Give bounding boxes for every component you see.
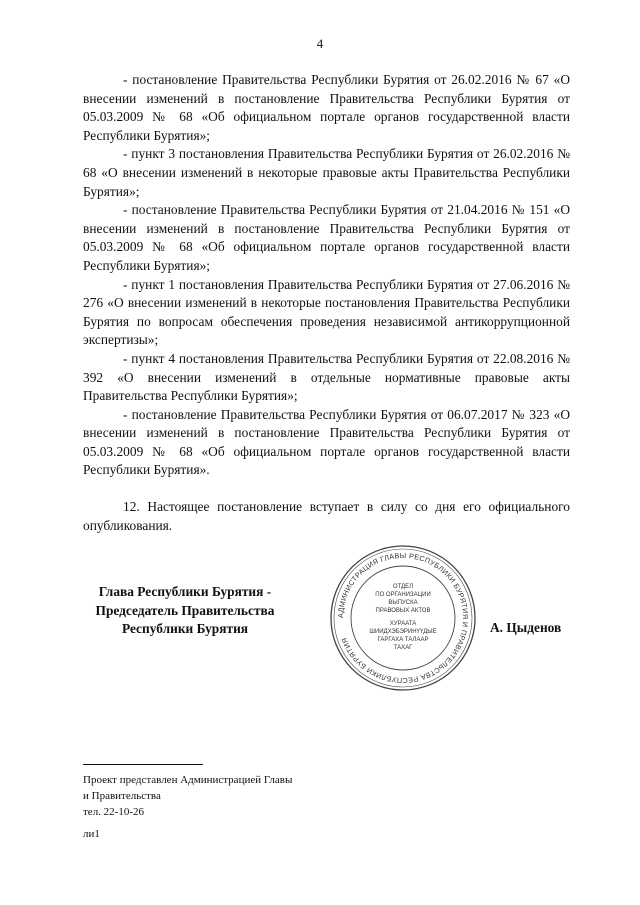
list-item: - постановление Правительства Республики Бурятия от 21.04.2016 № 151 «О внесении изменений в постановление Правительства Республики Бурятия от 05.03.2009 № 68 «Об официальном портале органов государственной власти Республики Бурятия»; — [83, 202, 570, 273]
footer-line: Проект представлен Администрацией Главы — [83, 774, 293, 786]
footer-line: и Правительства — [83, 790, 161, 802]
stamp-outer-text: АДМИНИСТРАЦИЯ ГЛАВЫ РЕСПУБЛИКИ БУРЯТИЯ И ПРАВИТЕЛЬСТВА РЕСПУБЛИКИ БУРЯТИЯ — [335, 550, 471, 686]
stamp-text: ОТДЕЛ — [392, 584, 414, 590]
list-item: - постановление Правительства Республики Бурятия от 26.02.2016 № 67 «О внесении изменений в постановление Правительства Республики Бурятия от 05.03.2009 № 68 «Об официальном портале органов государственной власти Республики Бурятия»; — [83, 72, 570, 143]
svg-text:АДМИНИСТРАЦИЯ ГЛАВЫ РЕСПУБЛИКИ — [336, 551, 470, 685]
list-item: - постановление Правительства Республики Бурятия от 06.07.2017 № 323 «О внесении изменений в постановление Правительства Республики Бурятия от 05.03.2009 № 68 «Об официальном портале органов государственной власти Республики Бурятия». — [83, 406, 570, 478]
footer-notes — [83, 772, 292, 842]
signatory-title — [85, 583, 285, 639]
stamp-text: ВЫПУСКА — [388, 600, 418, 606]
document-body — [83, 71, 570, 535]
signatory-title-line: Председатель Правительства — [95, 602, 275, 618]
signatory-title-line: Республики Бурятия — [121, 621, 249, 637]
signatory-name: А. Цыденов — [490, 620, 562, 635]
stamp-text: ПО ОРГАНИЗАЦИИ — [375, 592, 431, 598]
footer-phone: тел. 22-10-26 — [83, 806, 145, 818]
final-clause: 12. Настоящее постановление вступает в силу со дня его официального опубликования. — [83, 499, 570, 533]
stamp-text: ХУРААТА — [389, 621, 417, 627]
list-item: - пункт 3 постановления Правительства Республики Бурятия от 26.02.2016 № 68 «О внесении изменений в некоторые правовые акты Правительства Республики Бурятия»; — [83, 146, 570, 199]
stamp-text: ПРАВОВЫХ АКТОВ — [375, 608, 431, 614]
page-number: 4 — [316, 36, 324, 51]
footnote-divider — [83, 764, 203, 765]
stamp-text: ГАРГАХА ТАЛААР — [377, 637, 429, 643]
stamp-text: ТАХАГ — [393, 645, 413, 651]
list-item: - пункт 1 постановления Правительства Республики Бурятия от 27.06.2016 № 276 «О внесении изменений в некоторые постановления Правительства Республики Бурятия по вопросам обеспечения проведения независимой антикоррупционной экспертизы»; — [83, 276, 570, 348]
official-stamp — [328, 543, 478, 693]
signatory-title-line: Глава Республики Бурятия - — [98, 584, 272, 599]
footer-code: ли1 — [83, 828, 100, 840]
stamp-text: ШИИДХЭБЭРИНҮҮДЫЕ — [369, 629, 437, 635]
list-item: - пункт 4 постановления Правительства Республики Бурятия от 22.08.2016 № 392 «О внесении изменений в отдельные нормативные правовые акты Правительства Республики Бурятия»; — [83, 350, 570, 404]
